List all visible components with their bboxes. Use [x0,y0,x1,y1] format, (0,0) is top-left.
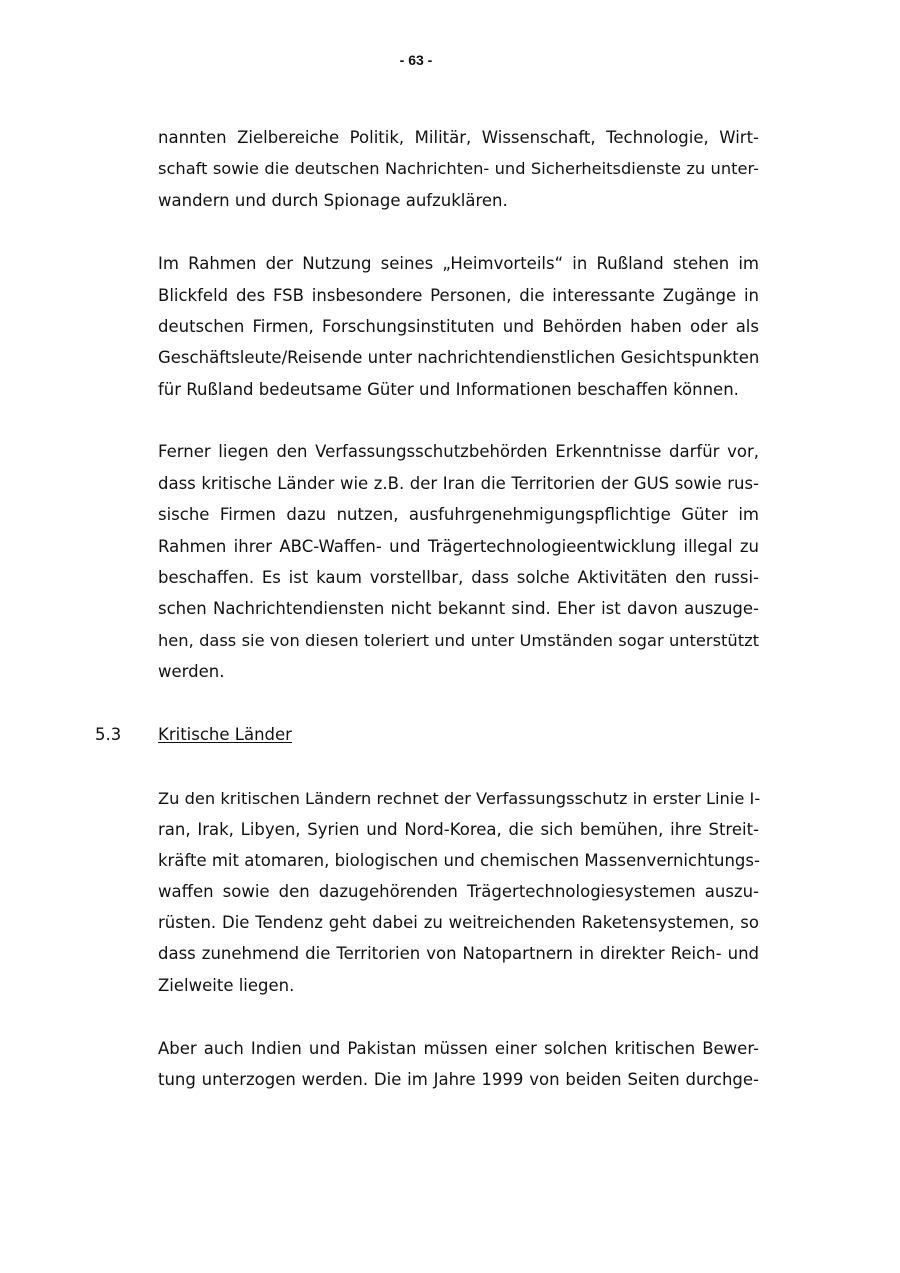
paragraph-1-line-1: nannten Zielbereiche Politik, Militär, Wissenschaft, Technologie, Wirt- [158,128,759,147]
section-paragraph-1-line-1: Zu den kritischen Ländern rechnet der Verfassungsschutz in erster Linie I- [158,789,761,808]
paragraph-2-line-1: Im Rahmen der Nutzung seines „Heimvorteils“ in Rußland stehen im [158,254,759,273]
section-paragraph-1-line-6: dass zunehmend die Territorien von Natopartnern in direkter Reich- und [158,944,759,963]
paragraph-2-line-3: deutschen Firmen, Forschungsinstituten und Behörden haben oder als [158,317,759,336]
paragraph-1-line-2: schaft sowie die deutschen Nachrichten- und Sicherheitsdienste zu unter- [158,159,759,178]
section-paragraph-2-line-1: Aber auch Indien und Pakistan müssen einer solchen kritischen Bewer- [158,1039,759,1058]
paragraph-3-line-1: Ferner liegen den Verfassungsschutzbehörden Erkenntnisse darfür vor, [158,442,759,461]
paragraph-1-line-3: wandern und durch Spionage aufzuklären. [158,191,508,210]
section-title: Kritische Länder [158,725,292,744]
section-paragraph-1-line-4: waffen sowie den dazugehörenden Trägertechnologiesystemen auszu- [158,882,759,901]
paragraph-2-line-4: Geschäftsleute/Reisende unter nachrichtendienstlichen Gesichtspunkten [158,348,760,367]
paragraph-2-line-5: für Rußland bedeutsame Güter und Informationen beschaffen können. [158,380,739,399]
section-paragraph-2-line-2: tung unterzogen werden. Die im Jahre 1999 von beiden Seiten durchge- [158,1070,759,1089]
paragraph-3-line-8: werden. [158,662,225,681]
section-paragraph-1-line-3: kräfte mit atomaren, biologischen und chemischen Massenvernichtungs- [158,851,760,870]
paragraph-3-line-6: schen Nachrichtendiensten nicht bekannt sind. Eher ist davon auszuge- [158,599,759,618]
paragraph-3-line-7: hen, dass sie von diesen toleriert und unter Umständen sogar unterstützt [158,631,759,650]
paragraph-3-line-2: dass kritische Länder wie z.B. der Iran die Territorien der GUS sowie rus- [158,474,759,493]
section-paragraph-1-line-2: ran, Irak, Libyen, Syrien und Nord-Korea, die sich bemühen, ihre Streit- [158,820,759,839]
section-paragraph-1-line-5: rüsten. Die Tendenz geht dabei zu weitreichenden Raketensystemen, so [158,913,759,932]
paragraph-2-line-2: Blickfeld des FSB insbesondere Personen, die interessante Zugänge in [158,286,759,305]
page-number: - 63 - [399,52,433,68]
section-number: 5.3 [95,725,122,744]
paragraph-3-line-5: beschaffen. Es ist kaum vorstellbar, dass solche Aktivitäten den russi- [158,568,759,587]
section-paragraph-1-line-7: Zielweite liegen. [158,976,295,995]
paragraph-3-line-4: Rahmen ihrer ABC-Waffen- und Trägertechnologieentwicklung illegal zu [158,537,759,556]
paragraph-3-line-3: sische Firmen dazu nutzen, ausfuhrgenehmigungspflichtige Güter im [158,505,759,524]
